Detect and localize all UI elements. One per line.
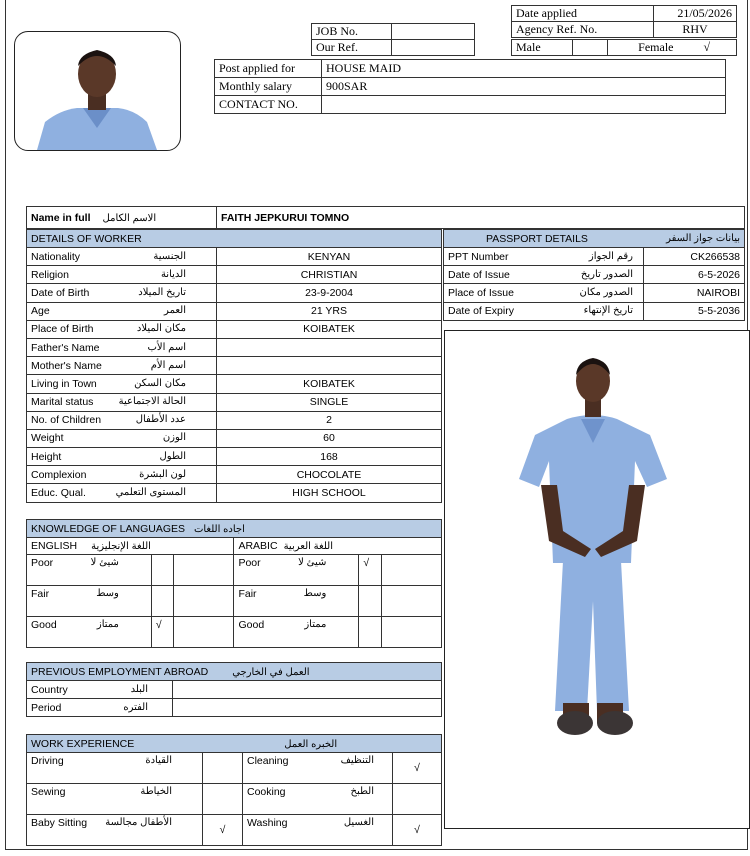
experience-skill-label-ar: التنظيف [340, 755, 374, 766]
details-rows [27, 248, 442, 503]
table-row [27, 617, 442, 648]
detail-label: Living in Town [31, 377, 97, 390]
detail-label-cell [27, 284, 217, 302]
language-level-label-ar: ممتاز [304, 619, 327, 630]
name-label: Name in full [31, 211, 91, 224]
experience-skill-mark: √ [393, 815, 442, 846]
detail-label: Educ. Qual. [31, 487, 86, 500]
post-table [214, 59, 726, 114]
detail-label: Age [31, 305, 50, 318]
experience-skill-label: Sewing [31, 786, 66, 798]
detail-value: 60 [217, 429, 442, 447]
table-row [27, 357, 442, 375]
experience-skill-cell [243, 815, 393, 846]
table-row [27, 248, 442, 266]
english-level-spacer [174, 586, 234, 617]
table-row [27, 375, 442, 393]
detail-value: KENYAN [217, 248, 442, 266]
arabic-level-mark: √ [359, 555, 381, 586]
language-level-label-ar: شيئ لا [90, 557, 119, 568]
detail-label: Height [31, 450, 62, 463]
name-value: FAITH JEPKURUI TOMNO [217, 207, 745, 229]
language-rows [27, 555, 442, 648]
passport-value: 6-5-2026 [644, 266, 745, 284]
language-level-label: Fair [238, 588, 257, 600]
experience-skill-label-ar: الأطفال مجالسة [105, 817, 172, 828]
detail-label-ar: لون البشرة [139, 468, 186, 480]
experience-skill-mark [393, 784, 442, 815]
date-applied-value: 21/05/2026 [654, 6, 737, 22]
table-row [444, 266, 745, 284]
detail-label: Place of Birth [31, 323, 94, 336]
passport-title-ar: بيانات جواز السفر [666, 232, 740, 244]
arabic-level-spacer [381, 617, 441, 648]
name-table [26, 206, 745, 229]
arabic-level-spacer [381, 586, 441, 617]
detail-label: Nationality [31, 250, 81, 263]
passport-value: CK266538 [644, 248, 745, 266]
table-row [27, 266, 442, 284]
passport-label-ar: الصدور مكان [579, 286, 633, 298]
table-row [27, 784, 442, 815]
language-level-cell [234, 586, 359, 617]
experience-skill-mark: √ [393, 753, 442, 784]
country-label: Country [31, 683, 68, 696]
experience-skill-mark [203, 753, 243, 784]
detail-label-cell [27, 466, 217, 484]
passport-label-ar: رقم الجواز [588, 250, 633, 262]
employment-title-ar: العمل في الخارجي [232, 666, 310, 678]
detail-value [217, 338, 442, 356]
experience-skill-label-ar: القيادة [145, 755, 172, 766]
arabic-header [234, 538, 442, 555]
our-ref-label: Our Ref. [312, 40, 392, 56]
detail-label-ar: العمر [164, 305, 186, 317]
table-row [27, 586, 442, 617]
arabic-label-ar: اللغة العربية [283, 541, 333, 552]
detail-label: Religion [31, 268, 69, 281]
experience-skill-label: Driving [31, 755, 64, 767]
detail-label-cell [27, 448, 217, 466]
experience-skill-label-ar: الغسيل [343, 817, 374, 828]
experience-skill-label: Cleaning [247, 755, 289, 767]
passport-label-cell [444, 266, 644, 284]
passport-title: PASSPORT DETAILS [486, 232, 588, 245]
detail-label: Mother's Name [31, 359, 102, 372]
experience-title: WORK EXPERIENCE [31, 737, 135, 750]
english-level-mark [151, 555, 173, 586]
detail-label-cell [27, 357, 217, 375]
detail-label-ar: الطول [159, 450, 186, 462]
detail-label-cell [27, 375, 217, 393]
experience-skill-cell [243, 753, 393, 784]
passport-value: NAIROBI [644, 284, 745, 302]
detail-label-cell [27, 393, 217, 411]
language-level-label-ar: شيئ لا [298, 557, 327, 568]
detail-value: KOIBATEK [217, 320, 442, 338]
country-field [173, 681, 442, 699]
experience-title-ar: الخبره العمل [284, 738, 338, 750]
employment-title: PREVIOUS EMPLOYMENT ABROAD [31, 665, 209, 678]
detail-label-cell [27, 302, 217, 320]
table-row [27, 284, 442, 302]
experience-skill-cell [27, 784, 203, 815]
detail-value: CHRISTIAN [217, 266, 442, 284]
period-label-cell [27, 699, 173, 717]
language-level-cell [27, 555, 152, 586]
language-level-label: Poor [31, 557, 54, 569]
passport-table [443, 229, 745, 321]
period-field [173, 699, 442, 717]
languages-title-ar: اجاده اللغات [193, 523, 245, 535]
english-level-spacer [174, 555, 234, 586]
detail-label: Marital status [31, 396, 94, 409]
experience-skill-label: Baby Sitting [31, 817, 88, 829]
detail-label-cell [27, 484, 217, 502]
language-level-label: Good [31, 619, 57, 631]
table-row [444, 302, 745, 320]
table-row [27, 302, 442, 320]
detail-label-ar: الجنسية [153, 250, 186, 262]
english-label-ar: اللغة الإنجليزية [91, 541, 151, 552]
english-label: ENGLISH [31, 540, 78, 552]
detail-label: Date of Birth [31, 286, 90, 299]
detail-label-cell [27, 429, 217, 447]
date-applied-label: Date applied [512, 6, 654, 22]
language-level-cell [27, 617, 152, 648]
employment-table [26, 662, 442, 717]
experience-rows [27, 753, 442, 846]
experience-title-cell [27, 735, 442, 753]
languages-table [26, 519, 442, 648]
languages-title: KNOWLEDGE OF LANGUAGES [31, 522, 186, 535]
experience-table [26, 734, 442, 846]
passport-label: PPT Number [448, 250, 509, 263]
language-level-label: Poor [238, 557, 261, 569]
country-label-cell [27, 681, 173, 699]
detail-label-ar: اسم الأب [147, 341, 186, 353]
detail-value: 168 [217, 448, 442, 466]
table-row [27, 753, 442, 784]
name-label-ar: الاسم الكامل [102, 212, 157, 224]
language-level-cell [234, 555, 359, 586]
employment-title-cell [27, 663, 442, 681]
arabic-label: ARABIC [238, 540, 278, 552]
passport-title-cell [444, 230, 745, 248]
table-row [27, 393, 442, 411]
male-field [573, 40, 608, 56]
experience-skill-cell [243, 784, 393, 815]
experience-skill-label: Washing [247, 817, 288, 829]
passport-label-ar: الصدور تاريخ [580, 268, 633, 280]
detail-value: CHOCOLATE [217, 466, 442, 484]
english-level-mark [151, 586, 173, 617]
salary-value: 900SAR [322, 78, 726, 96]
detail-label-ar: تاريخ الميلاد [138, 286, 186, 298]
table-row [444, 248, 745, 266]
arabic-level-mark [359, 617, 381, 648]
table-row [27, 429, 442, 447]
our-ref-field [392, 40, 475, 56]
passport-label-cell [444, 284, 644, 302]
table-row [27, 338, 442, 356]
detail-value [217, 357, 442, 375]
period-label: Period [31, 701, 62, 714]
name-label-cell [27, 207, 217, 229]
passport-label-cell [444, 248, 644, 266]
passport-value: 5-5-2036 [644, 302, 745, 320]
language-level-cell [27, 586, 152, 617]
passport-label: Date of Expiry [448, 305, 514, 318]
male-label: Male [512, 40, 573, 56]
language-level-label: Good [238, 619, 265, 631]
contact-label: CONTACT NO. [215, 96, 322, 114]
detail-label: Father's Name [31, 341, 100, 354]
detail-value: KOIBATEK [217, 375, 442, 393]
job-no-label: JOB No. [312, 24, 392, 40]
detail-label-ar: مكان الميلاد [136, 323, 186, 335]
detail-label-ar: الوزن [162, 432, 186, 444]
job-ref-table [311, 23, 475, 56]
period-label-ar: الفتره [123, 701, 148, 713]
table-row [27, 466, 442, 484]
details-title: DETAILS OF WORKER [27, 230, 442, 248]
detail-value: SINGLE [217, 393, 442, 411]
experience-skill-mark [203, 784, 243, 815]
detail-label-cell [27, 338, 217, 356]
detail-label: Complexion [31, 468, 87, 481]
salary-label: Monthly salary [215, 78, 322, 96]
language-level-label-ar: وسط [96, 588, 119, 599]
applicant-photo-small [14, 31, 181, 151]
detail-label-ar: مكان السكن [134, 377, 186, 389]
country-label-ar: البلد [130, 683, 148, 695]
passport-label-ar: تاريخ الإنتهاء [583, 305, 633, 317]
passport-rows [444, 248, 745, 321]
arabic-level-spacer [381, 555, 441, 586]
job-no-field [392, 24, 475, 40]
table-row [27, 411, 442, 429]
detail-value: HIGH SCHOOL [217, 484, 442, 502]
contact-field [322, 96, 726, 114]
experience-skill-mark: √ [203, 815, 243, 846]
passport-label: Date of Issue [448, 268, 510, 281]
detail-label-cell [27, 411, 217, 429]
detail-label-cell [27, 266, 217, 284]
detail-label-cell [27, 320, 217, 338]
details-table [26, 229, 442, 503]
english-level-spacer [174, 617, 234, 648]
table-row [27, 448, 442, 466]
detail-label: No. of Children [31, 414, 102, 427]
table-row [27, 484, 442, 502]
agency-ref-value: RHV [654, 22, 737, 38]
languages-title-cell [27, 520, 442, 538]
experience-skill-cell [27, 753, 203, 784]
experience-skill-label-ar: الطبخ [350, 786, 374, 797]
language-level-label-ar: ممتاز [96, 619, 119, 630]
language-level-label-ar: وسط [303, 588, 327, 599]
english-level-mark: √ [151, 617, 173, 648]
passport-label: Place of Issue [448, 286, 514, 299]
table-row [27, 320, 442, 338]
table-row [444, 284, 745, 302]
application-meta-table [511, 5, 737, 38]
detail-label-ar: الديانة [160, 268, 186, 280]
passport-label-cell [444, 302, 644, 320]
detail-label: Weight [31, 432, 64, 445]
applicant-photo-full [444, 330, 750, 829]
language-level-label: Fair [31, 588, 50, 600]
gender-table [511, 39, 737, 56]
english-header [27, 538, 234, 555]
detail-label-cell [27, 248, 217, 266]
detail-value: 23-9-2004 [217, 284, 442, 302]
post-label: Post applied for [215, 60, 322, 78]
detail-value: 2 [217, 411, 442, 429]
experience-skill-label: Cooking [247, 786, 286, 798]
experience-skill-cell [27, 815, 203, 846]
language-level-cell [234, 617, 359, 648]
experience-skill-label-ar: الخياطة [140, 786, 172, 797]
table-row [27, 815, 442, 846]
post-value: HOUSE MAID [322, 60, 726, 78]
detail-label-ar: اسم الأم [150, 359, 186, 371]
table-row [27, 555, 442, 586]
agency-ref-label: Agency Ref. No. [512, 22, 654, 38]
female-mark: √ [678, 40, 737, 56]
female-label: Female [608, 40, 678, 56]
detail-value: 21 YRS [217, 302, 442, 320]
detail-label-ar: عدد الأطفال [135, 414, 186, 426]
arabic-level-mark [359, 586, 381, 617]
detail-label-ar: المستوى التعلمي [115, 487, 186, 499]
detail-label-ar: الحالة الاجتماعية [118, 396, 186, 408]
